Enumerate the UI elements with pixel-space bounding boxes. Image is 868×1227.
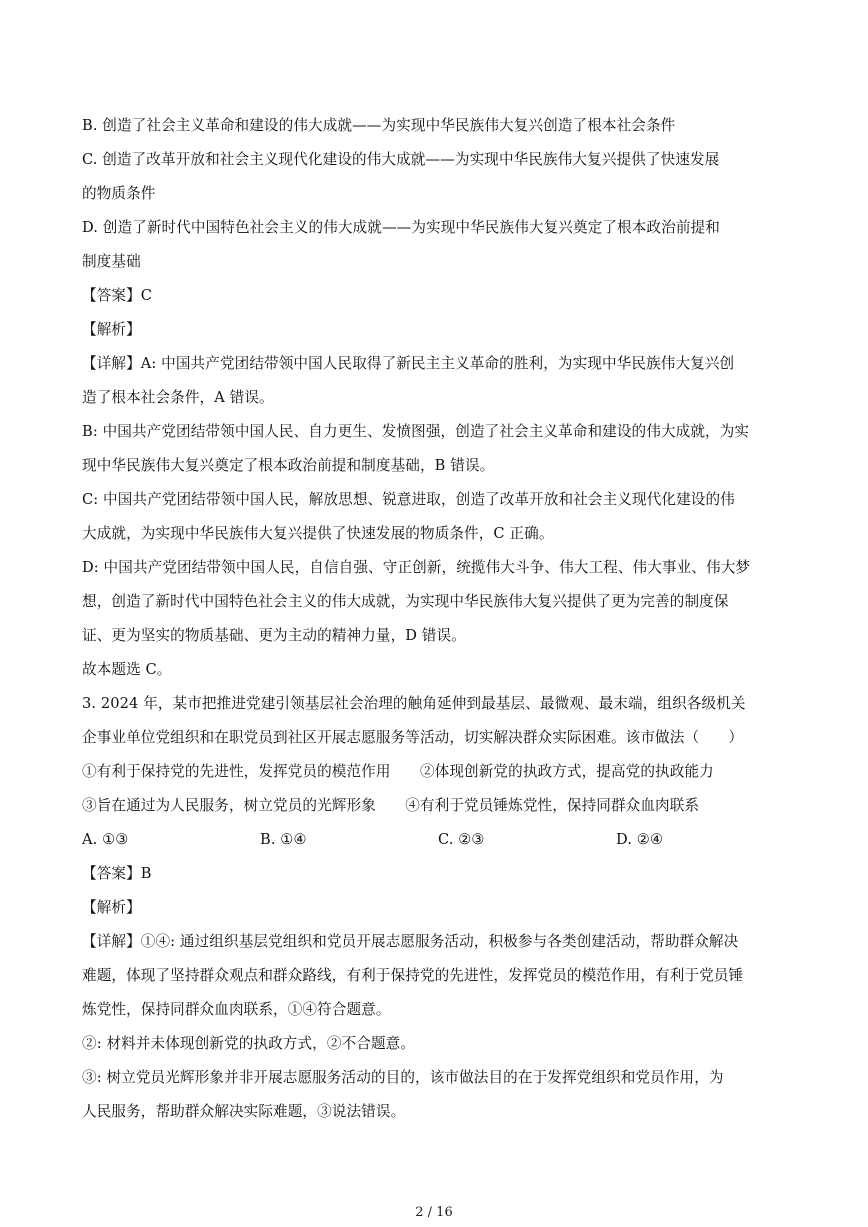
statements-1-2: ①有利于保持党的先进性，发挥党员的模范作用 ②体现创新党的执政方式，提高党的执政能力: [82, 763, 714, 780]
conclusion-q2: 故本题选 C。: [82, 661, 172, 678]
option-d-text-cont: 制度基础: [82, 253, 141, 270]
analysis-label-q3: 【解析】: [82, 899, 141, 916]
page-number: 2 / 16: [415, 1205, 453, 1220]
explanation-3-cont: 人民服务，帮助群众解决实际难题，③说法错误。: [82, 1103, 406, 1120]
explanation-14-cont-1: 难题，体现了坚持群众观点和群众路线，有利于保持党的先进性，发挥党员的模范作用，有利于党员锤: [82, 967, 744, 984]
option-c-text: C. 创造了改革开放和社会主义现代化建设的伟大成就——为实现中华民族伟大复兴提供了快速发展: [82, 151, 720, 168]
question-3-stem: 3. 2024 年，某市把推进党建引领基层社会治理的触角延伸到最基层、最微观、最末端，组织各级机关: [82, 695, 746, 712]
explanation-3: ③: 树立党员光辉形象并非开展志愿服务活动的目的，该市做法目的在于发挥党组织和党员作用，为: [82, 1069, 724, 1086]
explanation-a: 【详解】A: 中国共产党团结带领中国人民取得了新民主主义革命的胜利，为实现中华民族伟大复兴创: [82, 355, 735, 372]
explanation-b: B: 中国共产党团结带领中国人民、自力更生、发愤图强，创造了社会主义革命和建设的伟大成就，为实: [82, 423, 750, 440]
answer-options: [82, 823, 788, 857]
explanation-14-cont-2: 炼党性，保持同群众血肉联系，①④符合题意。: [82, 1001, 391, 1018]
option-b: B. ①④: [260, 831, 307, 848]
document-body: [82, 109, 788, 1129]
option-a: A. ①③: [82, 831, 129, 848]
option-b-text: B. 创造了社会主义革命和建设的伟大成就——为实现中华民族伟大复兴创造了根本社会条件: [82, 117, 676, 134]
statements-3-4: ③旨在通过为人民服务，树立党员的光辉形象 ④有利于党员锤炼党性，保持同群众血肉联系: [82, 797, 700, 814]
option-c-text-cont: 的物质条件: [82, 185, 156, 202]
explanation-c: C: 中国共产党团结带领中国人民，解放思想、锐意进取，创造了改革开放和社会主义现代化建设的伟: [82, 491, 735, 508]
explanation-c-cont: 大成就，为实现中华民族伟大复兴提供了快速发展的物质条件，C 正确。: [82, 525, 554, 542]
explanation-d-cont-2: 证、更为坚实的物质基础、更为主动的精神力量，D 错误。: [82, 627, 466, 644]
analysis-label-q2: 【解析】: [82, 321, 141, 338]
answer-label-q3: 【答案】B: [82, 865, 152, 882]
explanation-2: ②: 材料并未体现创新党的执政方式，②不合题意。: [82, 1035, 416, 1052]
option-c: C. ②③: [438, 831, 485, 848]
option-d-text: D. 创造了新时代中国特色社会主义的伟大成就——为实现中华民族伟大复兴奠定了根本政治前提和: [82, 219, 720, 236]
explanation-b-cont: 现中华民族伟大复兴奠定了根本政治前提和制度基础，B 错误。: [82, 457, 495, 474]
question-3-stem-cont: 企事业单位党组织和在职党员到社区开展志愿服务等活动，切实解决群众实际困难。该市做法（ ）: [82, 729, 744, 746]
explanation-a-cont: 造了根本社会条件，A 错误。: [82, 389, 274, 406]
option-d: D. ②④: [616, 831, 664, 848]
explanation-d: D: 中国共产党团结带领中国人民，自信自强、守正创新，统揽伟大斗争、伟大工程、伟大事业、伟大梦: [82, 559, 751, 576]
explanation-d-cont-1: 想，创造了新时代中国特色社会主义的伟大成就，为实现中华民族伟大复兴提供了更为完善的制度保: [82, 593, 729, 610]
explanation-14: 【详解】①④: 通过组织基层党组织和党员开展志愿服务活动，积极参与各类创建活动，帮助群众解决: [82, 933, 739, 950]
answer-label-q2: 【答案】C: [82, 287, 153, 304]
